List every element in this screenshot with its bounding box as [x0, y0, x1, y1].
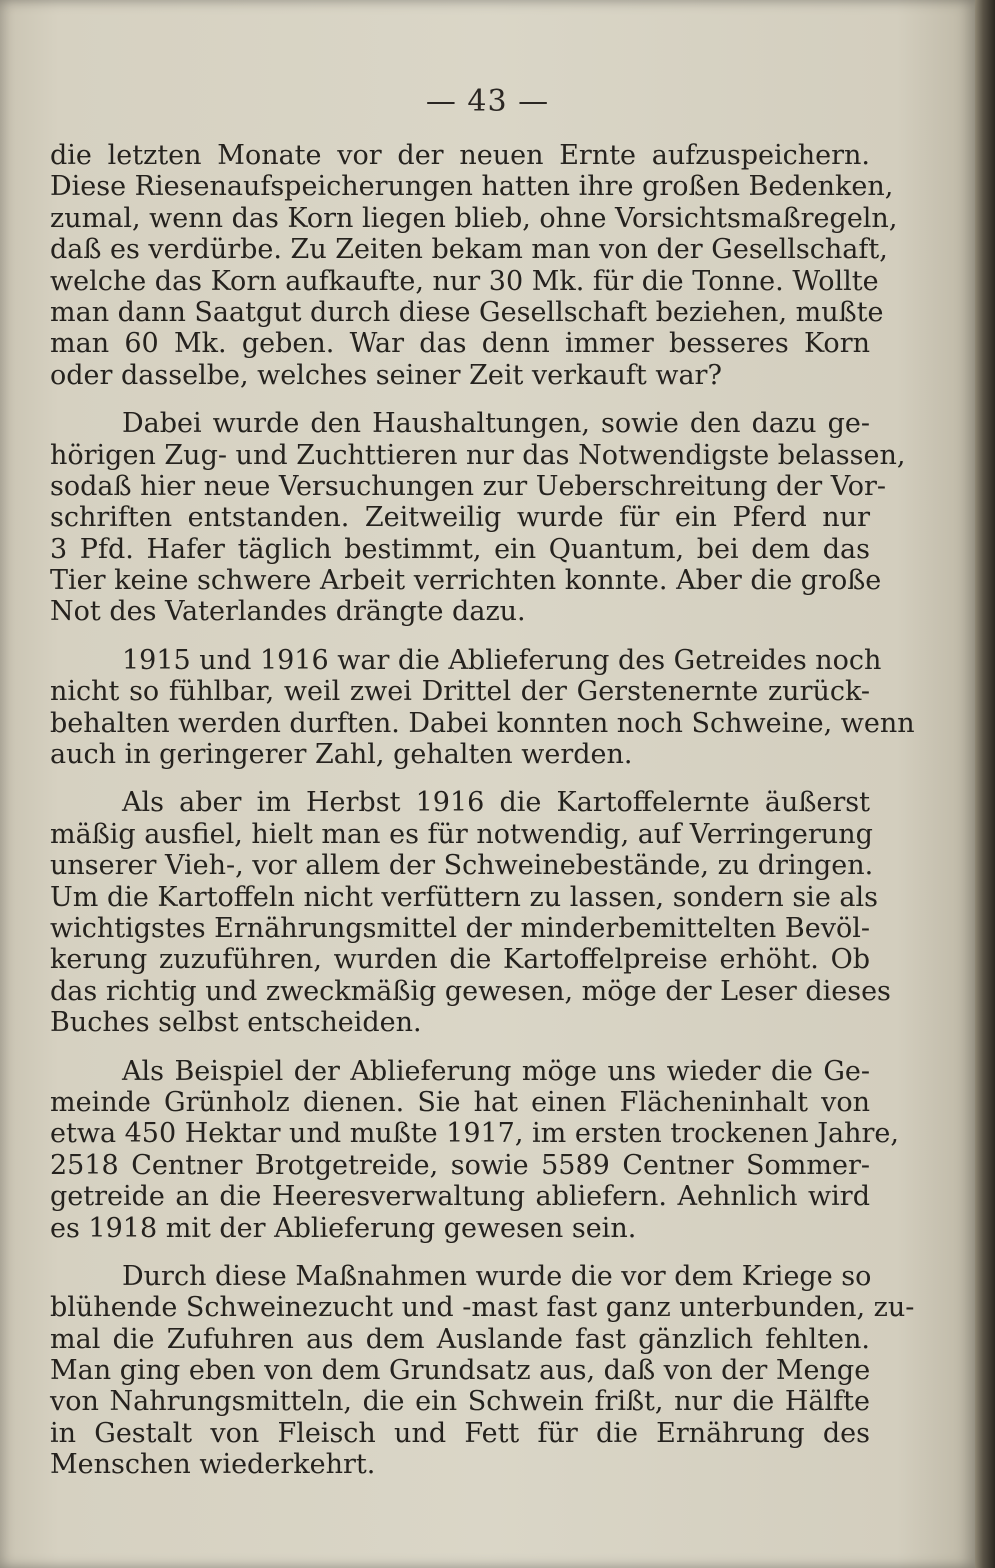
text-line: von Nahrungsmitteln, die ein Schwein frißt, nur die Hälfte [50, 1386, 870, 1418]
text-line: Not des Vaterlandes drängte dazu. [50, 596, 526, 628]
text-line: man 60 Mk. geben. War das denn immer besseres Korn [50, 328, 870, 360]
paragraph [50, 408, 906, 628]
text-line: hörigen Zug- und Zuchttieren nur das Notwendigste belassen, [50, 439, 906, 471]
paragraph [50, 787, 891, 1039]
text-line: Tier keine schwere Arbeit verrichten konnte. Aber die große [50, 565, 882, 597]
text-line: nicht so fühlbar, weil zwei Drittel der Gerstenernte zurück- [50, 676, 870, 708]
text-line: das richtig und zweckmäßig gewesen, möge der Leser dieses [50, 975, 891, 1007]
text-line: zumal, wenn das Korn liegen blieb, ohne Vorsichtsmaßregeln, [50, 202, 898, 234]
text-line: sodaß hier neue Versuchungen zur Ueberschreitung der Vor- [50, 470, 887, 502]
text-line: Menschen wiederkehrt. [50, 1449, 376, 1481]
paragraph [50, 644, 915, 771]
text-line: welche das Korn aufkaufte, nur 30 Mk. für die Tonne. Wollte [50, 265, 879, 297]
text-line: 2518 Centner Brotgetreide, sowie 5589 Centner Sommer- [50, 1149, 870, 1181]
book-spine [975, 0, 995, 1568]
text-line: kerung zuzuführen, wurden die Kartoffelpreise erhöht. Ob [50, 944, 870, 976]
text-line: Man ging eben von dem Grundsatz aus, daß von der Menge [50, 1355, 871, 1387]
text-line: die letzten Monate vor der neuen Ernte aufzuspeichern. [50, 140, 870, 171]
paragraph [50, 1260, 915, 1481]
text-line: es 1918 mit der Ablieferung gewesen sein. [50, 1212, 637, 1244]
text-line: etwa 450 Hektar und mußte 1917, im ersten trockenen Jahre, [50, 1118, 899, 1150]
text-line: behalten werden durften. Dabei konnten noch Schweine, wenn [50, 707, 915, 739]
text-line: mäßig ausfiel, hielt man es für notwendig, auf Verringerung [50, 818, 873, 850]
paragraph [50, 1055, 899, 1244]
text-line: Dabei wurde den Haushaltungen, sowie den dazu ge- [122, 408, 870, 440]
text-line: man dann Saatgut durch diese Gesellschaft beziehen, mußte [50, 296, 884, 328]
text-line: in Gestalt von Fleisch und Fett für die Ernährung des [50, 1417, 870, 1449]
text-line: getreide an die Heeresverwaltung abliefern. Aehnlich wird [50, 1181, 870, 1213]
text-line: oder dasselbe, welches seiner Zeit verkauft war? [50, 359, 722, 391]
text-line: Buches selbst entscheiden. [50, 1007, 422, 1039]
page-number: — 43 — [425, 84, 550, 119]
text-line: meinde Grünholz dienen. Sie hat einen Flächeninhalt von [50, 1086, 870, 1118]
text-line: unserer Vieh-, vor allem der Schweinebestände, zu dringen. [50, 850, 874, 882]
text-line: 1915 und 1916 war die Ablieferung des Getreides noch [122, 644, 882, 676]
text-line: blühende Schweinezucht und -mast fast ganz unterbunden, zu- [50, 1292, 915, 1324]
text-line: 3 Pfd. Hafer täglich bestimmt, ein Quantum, bei dem das [50, 533, 870, 565]
text-line: Durch diese Maßnahmen wurde die vor dem Kriege so [122, 1260, 872, 1292]
text-line: daß es verdürbe. Zu Zeiten bekam man von der Gesellschaft, [50, 234, 888, 266]
text-line: Um die Kartoffeln nicht verfüttern zu lassen, sondern sie als [50, 881, 878, 913]
paragraph [50, 140, 898, 391]
text-line: Als aber im Herbst 1916 die Kartoffelernte äußerst [122, 787, 870, 819]
text-line: Diese Riesenaufspeicherungen hatten ihre großen Bedenken, [50, 171, 894, 203]
text-line: wichtigstes Ernährungsmittel der minderbemittelten Bevöl- [50, 912, 870, 944]
text-line: schriften entstanden. Zeitweilig wurde für ein Pferd nur [50, 502, 870, 534]
text-line: mal die Zufuhren aus dem Auslande fast gänzlich fehlten. [50, 1323, 870, 1355]
body-text [50, 140, 915, 1498]
text-line: Als Beispiel der Ablieferung möge uns wieder die Ge- [122, 1055, 870, 1087]
text-line: auch in geringerer Zahl, gehalten werden. [50, 739, 633, 771]
